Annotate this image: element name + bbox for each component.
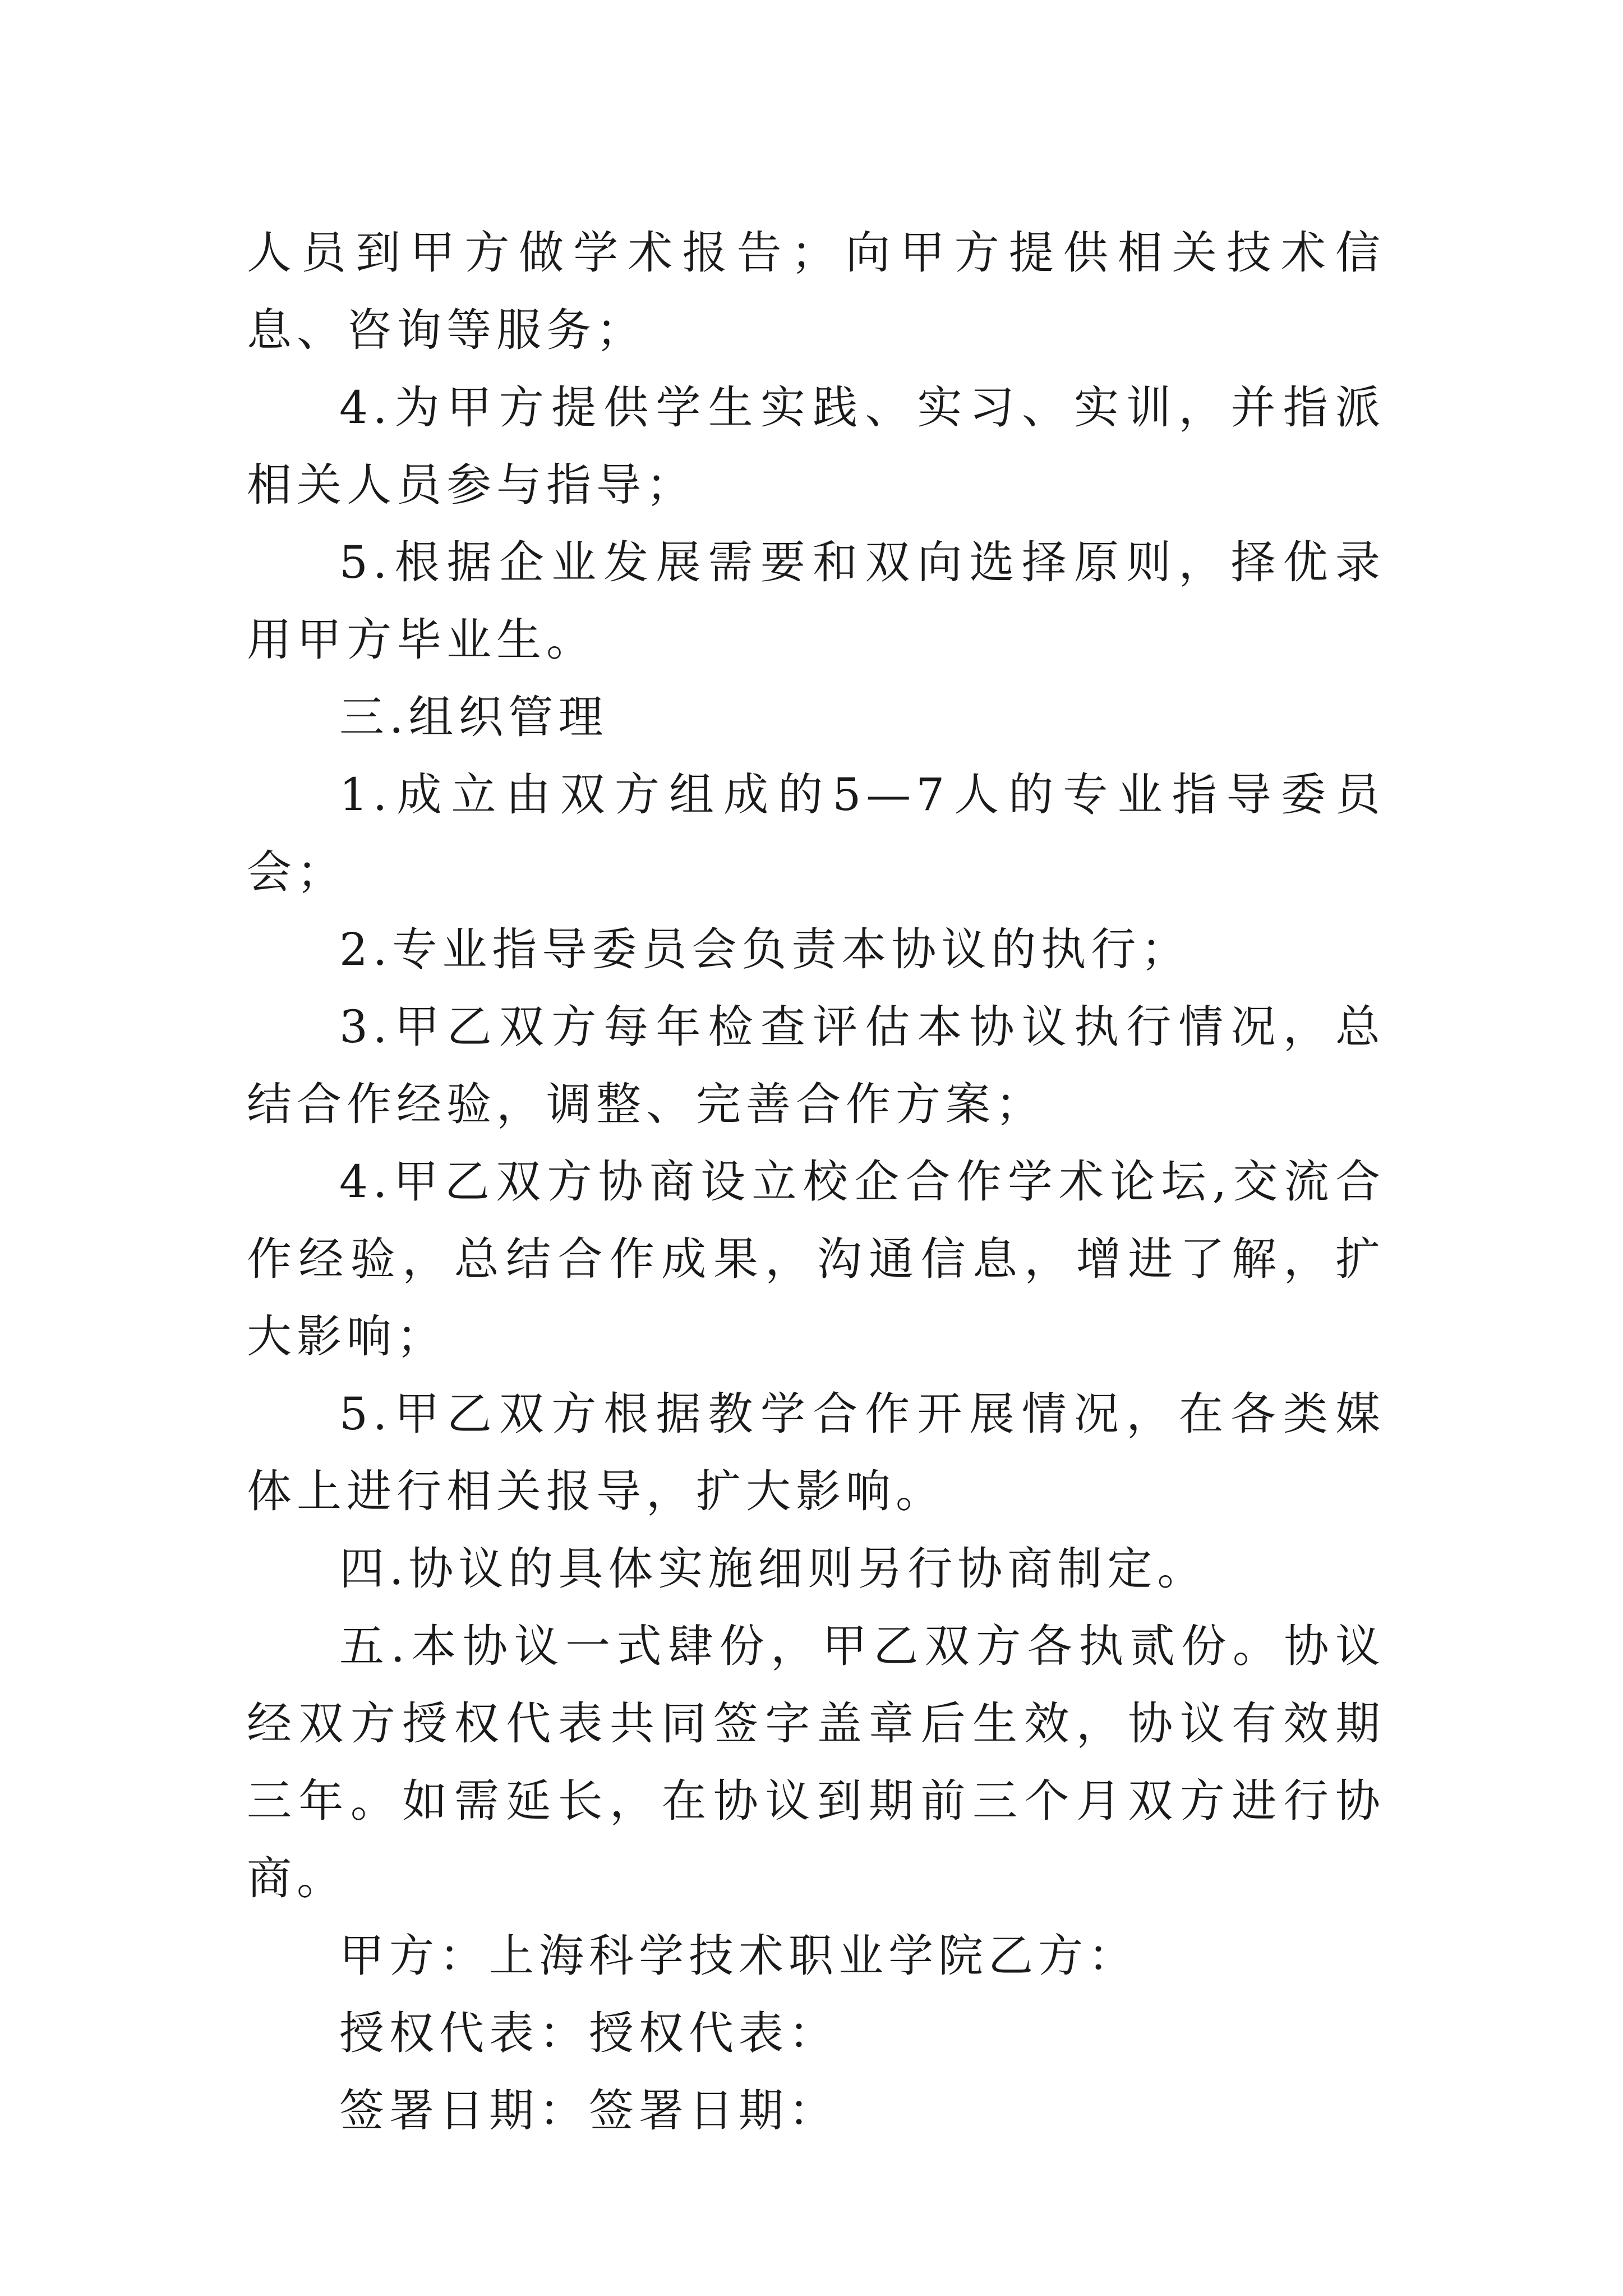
paragraph-item-4-practice: 4.为甲方提供学生实践、实习、实训，并指派相关人员参与指导； — [247, 381, 1385, 511]
section-five-validity: 五.本协议一式肆份，甲乙双方各执贰份。协议经双方授权代表共同签字盖章后生效，协议有效期三年。如需延长，在协议到期前三个月双方进行协商。 — [247, 1620, 1385, 1904]
paragraph-org-item-1: 1.成立由双方组成的5—7人的专业指导委员会； — [247, 769, 1385, 898]
paragraph-org-item-3: 3.甲乙双方每年检查评估本协议执行情况，总结合作经验，调整、完善合作方案； — [247, 1001, 1385, 1130]
section-four-implementation: 四.协议的具体实施细则另行协商制定。 — [339, 1543, 1207, 1595]
paragraph-org-item-5: 5.甲乙双方根据教学合作开展情况，在各类媒体上进行相关报导，扩大影响。 — [247, 1388, 1385, 1517]
paragraph-services-continued: 人员到甲方做学术报告；向甲方提供相关技术信息、咨询等服务； — [247, 227, 1385, 356]
signature-date-line: 签署日期：签署日期： — [339, 2085, 838, 2137]
signature-representative-line: 授权代表：授权代表： — [339, 2007, 838, 2059]
paragraph-item-5-hiring: 5.根据企业发展需要和双向选择原则，择优录用甲方毕业生。 — [247, 536, 1385, 666]
paragraph-org-item-2: 2.专业指导委员会负责本协议的执行； — [339, 923, 1191, 976]
paragraph-org-item-4: 4.甲乙双方协商设立校企合作学术论坛,交流合作经验，总结合作成果，沟通信息，增进了解，扩大影响； — [247, 1156, 1385, 1363]
signature-party-line: 甲方：上海科学技术职业学院乙方： — [339, 1930, 1138, 1982]
section-heading-organization: 三.组织管理 — [339, 691, 608, 743]
document-body — [247, 214, 1385, 2150]
